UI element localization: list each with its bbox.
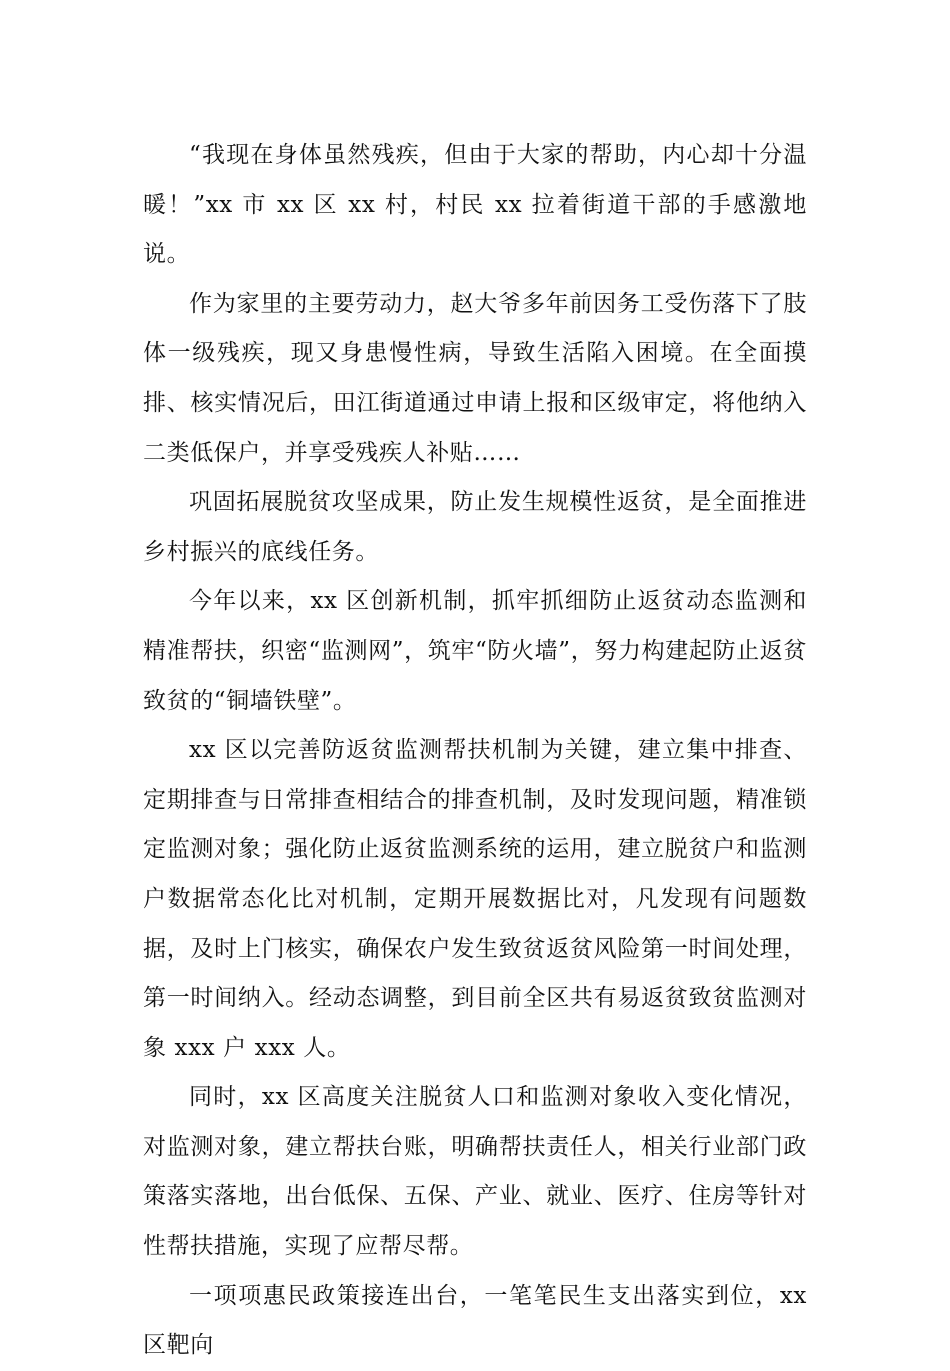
paragraph-monitoring: xx 区以完善防返贫监测帮扶机制为关键，建立集中排查、定期排查与日常排查相结合的排查机制，及时发现问题，精准锁定监测对象；强化防止返贫监测系统的运用，建立脱贫户和监测户数据常态化比对机制，定期开展数据比对，凡发现有问题数据，及时上门核实，确保农户发生致贫返贫风险第一时间处理，第一时间纳入。经动态调整，到目前全区共有易返贫致贫监测对象 xxx 户 xxx 人。 (143, 737, 807, 1061)
paragraph-task: 巩固拓展脱贫攻坚成果，防止发生规模性返贫，是全面推进乡村振兴的底线任务。 (143, 489, 807, 565)
paragraph-background: 作为家里的主要劳动力，赵大爷多年前因务工受伤落下了肢体一级残疾，现又身患慢性病，导致生活陷入困境。在全面摸排、核实情况后，田江街道通过申请上报和区级审定，将他纳入二类低保户，并享受残疾人补贴…… (143, 290, 807, 466)
paragraph-quote: “我现在身体虽然残疾，但由于大家的帮助，内心却十分温暖！”xx 市 xx 区 xx 村，村民 xx 拉着街道干部的手感激地说。 (143, 142, 807, 268)
paragraph-policy: 一项项惠民政策接连出台，一笔笔民生支出落实到位，xx 区靶向 (143, 1282, 807, 1359)
paragraph-mechanism: 今年以来，xx 区创新机制，抓牢抓细防止返贫动态监测和精准帮扶，织密“监测网”，筑牢“防火墙”，努力构建起防止返贫致贫的“铜墙铁壁”。 (143, 588, 807, 714)
document-body (143, 131, 807, 1371)
paragraph-support: 同时，xx 区高度关注脱贫人口和监测对象收入变化情况，对监测对象，建立帮扶台账，明确帮扶责任人，相关行业部门政策落实落地，出台低保、五保、产业、就业、医疗、住房等针对性帮扶措施，实现了应帮尽帮。 (143, 1084, 807, 1260)
